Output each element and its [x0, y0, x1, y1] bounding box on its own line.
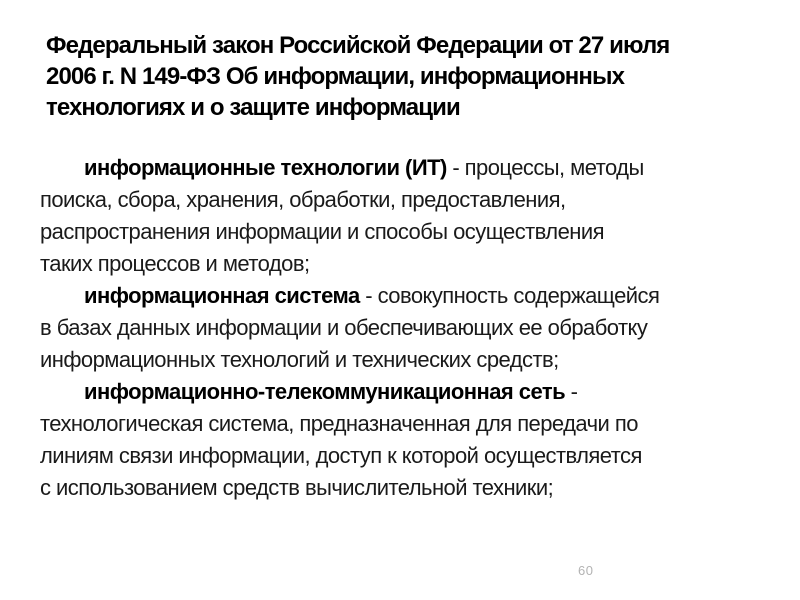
- definitions-body: [40, 152, 760, 504]
- page-number: 60: [578, 563, 594, 578]
- definition-text: - технологическая система, предназначенная для передачи по линиям связи информации, доступ к которой осуществляется с использованием средств вычислительной техники;: [40, 379, 642, 500]
- definition-term: информационные технологии (ИТ): [84, 155, 447, 180]
- slide-title: Федеральный закон Российской Федерации от 27 июля 2006 г. N 149-ФЗ Об информации, информационных технологиях и о защите информации: [46, 32, 670, 121]
- definition-information-system: [40, 280, 760, 376]
- definition-term: информационно-телекоммуникационная сеть: [84, 379, 566, 404]
- definition-telecom-network: [40, 376, 760, 504]
- definition-text: - совокупность содержащейся в базах данных информации и обеспечивающих ее обработку информационных технологий и технических средств;: [40, 283, 660, 372]
- definition-term: информационная система: [84, 283, 360, 308]
- definition-text: - процессы, методы поиска, сбора, хранения, обработки, предоставления, распространения информации и способы осуществления таких процессов и методов;: [40, 155, 644, 276]
- definition-it: [40, 152, 760, 280]
